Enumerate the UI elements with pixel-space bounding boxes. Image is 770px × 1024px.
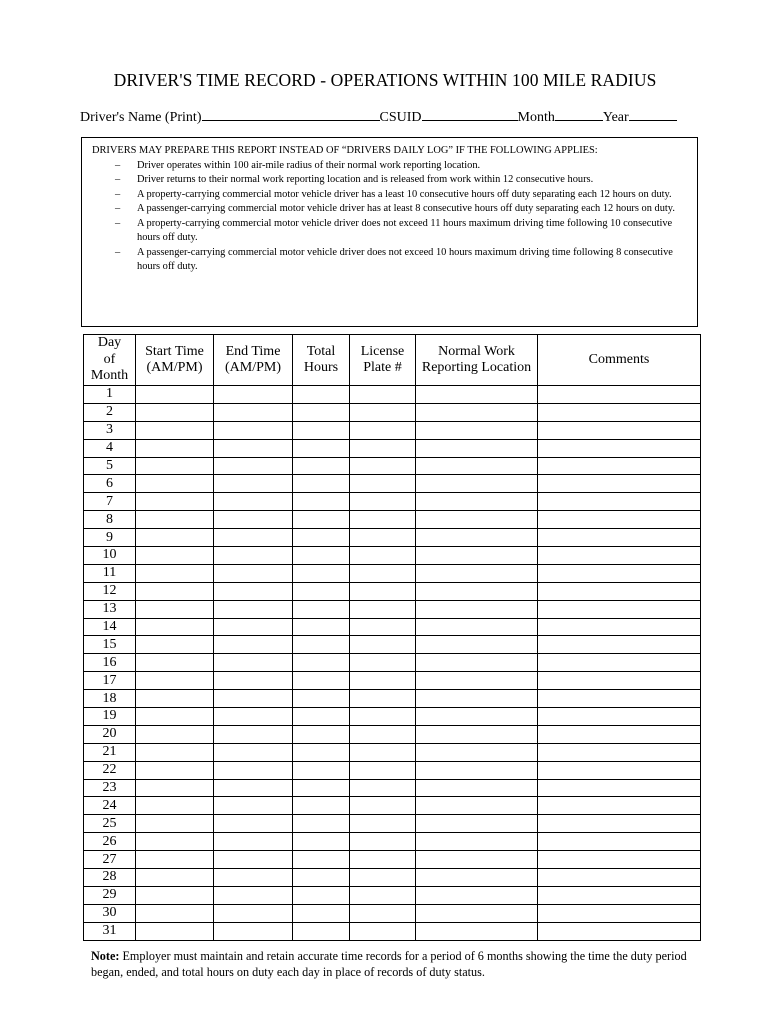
day-number-cell: 5: [84, 457, 136, 475]
start-time-cell[interactable]: [136, 421, 214, 439]
reporting-location-cell[interactable]: [416, 851, 538, 869]
comments-cell[interactable]: [538, 886, 701, 904]
table-row: [84, 600, 701, 618]
start-time-cell[interactable]: [136, 636, 214, 654]
license-plate-cell[interactable]: [350, 457, 416, 475]
table-row: [84, 833, 701, 851]
day-number-cell: 11: [84, 564, 136, 582]
day-number-cell: 31: [84, 922, 136, 940]
comments-cell[interactable]: [538, 761, 701, 779]
end-time-cell[interactable]: [214, 779, 293, 797]
license-plate-cell[interactable]: [350, 779, 416, 797]
end-time-cell[interactable]: [214, 797, 293, 815]
table-row: [84, 564, 701, 582]
day-number-cell: 14: [84, 618, 136, 636]
table-row: [84, 457, 701, 475]
day-number-cell: 25: [84, 815, 136, 833]
end-time-cell[interactable]: [214, 529, 293, 547]
comments-cell[interactable]: [538, 475, 701, 493]
start-time-cell[interactable]: [136, 475, 214, 493]
reporting-location-cell[interactable]: [416, 403, 538, 421]
day-number-cell: 16: [84, 654, 136, 672]
total-hours-cell[interactable]: [293, 511, 350, 529]
start-time-cell[interactable]: [136, 654, 214, 672]
table-row: [84, 511, 701, 529]
notice-item-text: A property-carrying commercial motor vehicle driver has a least 10 consecutive hours off duty separating each 12 hours on duty.: [137, 188, 672, 200]
comments-cell[interactable]: [538, 457, 701, 475]
table-row: [84, 779, 701, 797]
start-time-cell[interactable]: [136, 403, 214, 421]
start-time-cell[interactable]: [136, 761, 214, 779]
license-plate-cell[interactable]: [350, 475, 416, 493]
total-hours-cell[interactable]: [293, 618, 350, 636]
license-plate-cell[interactable]: [350, 851, 416, 869]
reporting-location-cell[interactable]: [416, 529, 538, 547]
dash-bullet: –: [115, 203, 121, 214]
comments-cell[interactable]: [538, 493, 701, 511]
table-row: [84, 439, 701, 457]
license-plate-cell[interactable]: [350, 564, 416, 582]
day-number-cell: 7: [84, 493, 136, 511]
day-number-cell: 19: [84, 708, 136, 726]
comments-cell[interactable]: [538, 851, 701, 869]
license-plate-cell[interactable]: [350, 797, 416, 815]
reporting-location-cell[interactable]: [416, 725, 538, 743]
notice-item-text: Driver returns to their normal work reporting location and is released from work within 12 consecutive hours.: [137, 174, 594, 185]
start-time-cell[interactable]: [136, 725, 214, 743]
start-time-header: Start Time (AM/PM): [136, 335, 214, 386]
table-row: [84, 743, 701, 761]
total-hours-cell[interactable]: [293, 690, 350, 708]
reporting-location-cell[interactable]: [416, 636, 538, 654]
total-hours-cell[interactable]: [293, 403, 350, 421]
table-row: [84, 547, 701, 565]
license-plate-cell[interactable]: [350, 743, 416, 761]
end-time-cell[interactable]: [214, 851, 293, 869]
reporting-location-cell[interactable]: [416, 815, 538, 833]
end-time-cell[interactable]: [214, 654, 293, 672]
license-plate-cell[interactable]: [350, 529, 416, 547]
table-row: [84, 582, 701, 600]
reporting-location-cell[interactable]: [416, 582, 538, 600]
comments-cell[interactable]: [538, 654, 701, 672]
end-time-cell[interactable]: [214, 564, 293, 582]
total-hours-cell[interactable]: [293, 851, 350, 869]
comments-cell[interactable]: [538, 511, 701, 529]
table-row: [84, 761, 701, 779]
reporting-location-cell[interactable]: [416, 421, 538, 439]
csuid-field[interactable]: [422, 108, 518, 121]
start-time-cell[interactable]: [136, 869, 214, 887]
start-time-cell[interactable]: [136, 386, 214, 404]
comments-cell[interactable]: [538, 797, 701, 815]
start-time-cell[interactable]: [136, 600, 214, 618]
day-number-cell: 1: [84, 386, 136, 404]
table-row: [84, 922, 701, 940]
day-number-cell: 13: [84, 600, 136, 618]
day-number-cell: 4: [84, 439, 136, 457]
total-hours-cell[interactable]: [293, 493, 350, 511]
reporting-location-cell[interactable]: [416, 564, 538, 582]
comments-cell[interactable]: [538, 922, 701, 940]
day-number-cell: 28: [84, 869, 136, 887]
license-plate-header: License Plate #: [350, 335, 416, 386]
comments-cell[interactable]: [538, 547, 701, 565]
end-time-cell[interactable]: [214, 690, 293, 708]
day-number-cell: 2: [84, 403, 136, 421]
eligibility-notice-box: [81, 137, 698, 327]
note-text: Employer must maintain and retain accurate time records for a period of 6 months showing the time the duty period began, ended, and total hours on duty each day in place of records of duty status.: [91, 949, 687, 979]
end-time-cell[interactable]: [214, 547, 293, 565]
end-time-cell[interactable]: [214, 743, 293, 761]
start-time-cell[interactable]: [136, 457, 214, 475]
notice-list: [92, 159, 687, 275]
total-hours-cell[interactable]: [293, 421, 350, 439]
end-time-cell[interactable]: [214, 618, 293, 636]
reporting-location-cell[interactable]: [416, 779, 538, 797]
comments-cell[interactable]: [538, 618, 701, 636]
end-time-cell[interactable]: [214, 493, 293, 511]
table-row: [84, 797, 701, 815]
total-hours-cell[interactable]: [293, 564, 350, 582]
start-time-cell[interactable]: [136, 511, 214, 529]
end-time-cell[interactable]: [214, 600, 293, 618]
driver-name-label: Driver's Name (Print): [80, 110, 202, 125]
start-time-cell[interactable]: [136, 564, 214, 582]
start-time-cell[interactable]: [136, 886, 214, 904]
total-hours-cell[interactable]: [293, 815, 350, 833]
notice-item: [92, 173, 687, 188]
table-row: [84, 869, 701, 887]
comments-cell[interactable]: [538, 708, 701, 726]
license-plate-cell[interactable]: [350, 869, 416, 887]
end-time-cell[interactable]: [214, 475, 293, 493]
notice-item: [92, 159, 687, 174]
reporting-location-cell[interactable]: [416, 922, 538, 940]
day-number-cell: 8: [84, 511, 136, 529]
total-hours-cell[interactable]: [293, 725, 350, 743]
comments-header: Comments: [538, 335, 701, 386]
total-hours-header: Total Hours: [293, 335, 350, 386]
day-number-cell: 26: [84, 833, 136, 851]
comments-cell[interactable]: [538, 600, 701, 618]
comments-cell[interactable]: [538, 582, 701, 600]
total-hours-cell[interactable]: [293, 457, 350, 475]
total-hours-cell[interactable]: [293, 672, 350, 690]
start-time-cell[interactable]: [136, 815, 214, 833]
day-number-cell: 18: [84, 690, 136, 708]
dash-bullet: –: [115, 188, 121, 200]
start-time-cell[interactable]: [136, 904, 214, 922]
comments-cell[interactable]: [538, 779, 701, 797]
comments-cell[interactable]: [538, 690, 701, 708]
total-hours-cell[interactable]: [293, 922, 350, 940]
day-number-cell: 27: [84, 851, 136, 869]
start-time-cell[interactable]: [136, 618, 214, 636]
note-label: Note:: [91, 949, 120, 963]
license-plate-cell[interactable]: [350, 886, 416, 904]
driver-info-line: [80, 108, 677, 126]
comments-cell[interactable]: [538, 833, 701, 851]
year-field[interactable]: [629, 108, 677, 121]
comments-cell[interactable]: [538, 439, 701, 457]
day-of-month-header: Day of Month: [84, 335, 136, 386]
start-time-cell[interactable]: [136, 493, 214, 511]
day-number-cell: 17: [84, 672, 136, 690]
total-hours-cell[interactable]: [293, 779, 350, 797]
table-row: [84, 636, 701, 654]
day-number-cell: 10: [84, 547, 136, 565]
table-header-row: [84, 335, 701, 386]
table-row: [84, 618, 701, 636]
end-time-cell[interactable]: [214, 386, 293, 404]
table-row: [84, 475, 701, 493]
reporting-location-cell[interactable]: [416, 600, 538, 618]
end-time-cell[interactable]: [214, 636, 293, 654]
start-time-cell[interactable]: [136, 797, 214, 815]
end-time-cell[interactable]: [214, 403, 293, 421]
day-number-cell: 29: [84, 886, 136, 904]
total-hours-cell[interactable]: [293, 636, 350, 654]
table-row: [84, 386, 701, 404]
table-row: [84, 690, 701, 708]
license-plate-cell[interactable]: [350, 403, 416, 421]
notice-item: [92, 217, 687, 246]
dash-bullet: –: [115, 217, 121, 229]
notice-item: [92, 246, 687, 275]
form-title: DRIVER'S TIME RECORD - OPERATIONS WITHIN 100 MILE RADIUS: [113, 70, 657, 90]
comments-cell[interactable]: [538, 743, 701, 761]
table-row: [84, 904, 701, 922]
end-time-cell[interactable]: [214, 761, 293, 779]
table-row: [84, 421, 701, 439]
total-hours-cell[interactable]: [293, 654, 350, 672]
total-hours-cell[interactable]: [293, 904, 350, 922]
total-hours-cell[interactable]: [293, 439, 350, 457]
table-row: [84, 403, 701, 421]
end-time-cell[interactable]: [214, 833, 293, 851]
end-time-cell[interactable]: [214, 511, 293, 529]
day-number-cell: 21: [84, 743, 136, 761]
comments-cell[interactable]: [538, 386, 701, 404]
reporting-location-cell[interactable]: [416, 690, 538, 708]
comments-cell[interactable]: [538, 403, 701, 421]
reporting-location-cell[interactable]: [416, 743, 538, 761]
comments-cell[interactable]: [538, 636, 701, 654]
notice-item-text: A passenger-carrying commercial motor vehicle driver has at least 8 consecutive hours off duty separating each 12 hours on duty.: [137, 203, 675, 214]
day-number-cell: 22: [84, 761, 136, 779]
start-time-cell[interactable]: [136, 833, 214, 851]
dash-bullet: –: [115, 246, 121, 258]
license-plate-cell[interactable]: [350, 725, 416, 743]
notice-item-text: A passenger-carrying commercial motor vehicle driver does not exceed 10 hours maximum driving time following 8 consecutive hours off duty.: [137, 246, 673, 272]
month-label: Month: [517, 110, 555, 125]
reporting-location-cell[interactable]: [416, 708, 538, 726]
license-plate-cell[interactable]: [350, 904, 416, 922]
table-row: [84, 654, 701, 672]
reporting-location-cell[interactable]: [416, 475, 538, 493]
license-plate-cell[interactable]: [350, 439, 416, 457]
license-plate-cell[interactable]: [350, 672, 416, 690]
month-field[interactable]: [555, 108, 603, 121]
total-hours-cell[interactable]: [293, 708, 350, 726]
notice-item-text: Driver operates within 100 air-mile radius of their normal work reporting location.: [137, 159, 481, 171]
total-hours-cell[interactable]: [293, 386, 350, 404]
table-row: [84, 886, 701, 904]
day-number-cell: 23: [84, 779, 136, 797]
comments-cell[interactable]: [538, 815, 701, 833]
start-time-cell[interactable]: [136, 851, 214, 869]
license-plate-cell[interactable]: [350, 654, 416, 672]
end-time-cell[interactable]: [214, 886, 293, 904]
total-hours-cell[interactable]: [293, 886, 350, 904]
reporting-location-cell[interactable]: [416, 511, 538, 529]
reporting-location-cell[interactable]: [416, 457, 538, 475]
license-plate-cell[interactable]: [350, 618, 416, 636]
reporting-location-cell[interactable]: [416, 618, 538, 636]
day-number-cell: 12: [84, 582, 136, 600]
table-row: [84, 725, 701, 743]
start-time-cell[interactable]: [136, 672, 214, 690]
license-plate-cell[interactable]: [350, 386, 416, 404]
table-row: [84, 493, 701, 511]
table-row: [84, 529, 701, 547]
reporting-location-cell[interactable]: [416, 493, 538, 511]
license-plate-cell[interactable]: [350, 922, 416, 940]
license-plate-cell[interactable]: [350, 708, 416, 726]
table-body: [84, 386, 701, 941]
comments-cell[interactable]: [538, 564, 701, 582]
day-number-cell: 30: [84, 904, 136, 922]
total-hours-cell[interactable]: [293, 833, 350, 851]
license-plate-cell[interactable]: [350, 547, 416, 565]
total-hours-cell[interactable]: [293, 600, 350, 618]
total-hours-cell[interactable]: [293, 529, 350, 547]
license-plate-cell[interactable]: [350, 690, 416, 708]
dash-bullet: –: [115, 159, 121, 171]
total-hours-cell[interactable]: [293, 761, 350, 779]
start-time-cell[interactable]: [136, 922, 214, 940]
reporting-location-cell[interactable]: [416, 797, 538, 815]
reporting-location-cell[interactable]: [416, 904, 538, 922]
license-plate-cell[interactable]: [350, 421, 416, 439]
csuid-label: CSUID: [379, 110, 422, 125]
year-label: Year: [602, 110, 629, 125]
comments-cell[interactable]: [538, 529, 701, 547]
start-time-cell[interactable]: [136, 743, 214, 761]
end-time-cell[interactable]: [214, 869, 293, 887]
dash-bullet: –: [115, 174, 121, 185]
notice-item-text: A property-carrying commercial motor vehicle driver does not exceed 11 hours maximum driving time following 10 consecutive hours off duty.: [137, 217, 673, 243]
reporting-location-cell[interactable]: [416, 439, 538, 457]
reporting-location-cell[interactable]: [416, 833, 538, 851]
start-time-cell[interactable]: [136, 779, 214, 797]
license-plate-cell[interactable]: [350, 600, 416, 618]
end-time-cell[interactable]: [214, 421, 293, 439]
end-time-cell[interactable]: [214, 922, 293, 940]
start-time-cell[interactable]: [136, 529, 214, 547]
reporting-location-header: Normal Work Reporting Location: [416, 335, 538, 386]
total-hours-cell[interactable]: [293, 475, 350, 493]
start-time-cell[interactable]: [136, 547, 214, 565]
comments-cell[interactable]: [538, 725, 701, 743]
end-time-cell[interactable]: [214, 439, 293, 457]
license-plate-cell[interactable]: [350, 761, 416, 779]
day-number-cell: 15: [84, 636, 136, 654]
reporting-location-cell[interactable]: [416, 886, 538, 904]
end-time-cell[interactable]: [214, 457, 293, 475]
license-plate-cell[interactable]: [350, 582, 416, 600]
end-time-cell[interactable]: [214, 815, 293, 833]
reporting-location-cell[interactable]: [416, 672, 538, 690]
footer-note: [91, 949, 691, 980]
comments-cell[interactable]: [538, 421, 701, 439]
comments-cell[interactable]: [538, 672, 701, 690]
license-plate-cell[interactable]: [350, 511, 416, 529]
reporting-location-cell[interactable]: [416, 761, 538, 779]
start-time-cell[interactable]: [136, 582, 214, 600]
day-number-cell: 3: [84, 421, 136, 439]
notice-lead: DRIVERS MAY PREPARE THIS REPORT INSTEAD OF “DRIVERS DAILY LOG” IF THE FOLLOWING APPLIES:: [92, 145, 598, 156]
end-time-cell[interactable]: [214, 904, 293, 922]
total-hours-cell[interactable]: [293, 547, 350, 565]
notice-item: [92, 202, 687, 217]
comments-cell[interactable]: [538, 904, 701, 922]
notice-item: [92, 188, 687, 203]
start-time-cell[interactable]: [136, 708, 214, 726]
license-plate-cell[interactable]: [350, 833, 416, 851]
end-time-cell[interactable]: [214, 725, 293, 743]
day-number-cell: 6: [84, 475, 136, 493]
license-plate-cell[interactable]: [350, 636, 416, 654]
total-hours-cell[interactable]: [293, 869, 350, 887]
driver-name-field[interactable]: [202, 108, 380, 121]
reporting-location-cell[interactable]: [416, 386, 538, 404]
reporting-location-cell[interactable]: [416, 547, 538, 565]
day-number-cell: 9: [84, 529, 136, 547]
day-number-cell: 24: [84, 797, 136, 815]
table-row: [84, 851, 701, 869]
table-row: [84, 708, 701, 726]
end-time-cell[interactable]: [214, 672, 293, 690]
end-time-cell[interactable]: [214, 582, 293, 600]
time-record-table: [83, 334, 701, 941]
total-hours-cell[interactable]: [293, 743, 350, 761]
comments-cell[interactable]: [538, 869, 701, 887]
reporting-location-cell[interactable]: [416, 869, 538, 887]
end-time-cell[interactable]: [214, 708, 293, 726]
total-hours-cell[interactable]: [293, 797, 350, 815]
license-plate-cell[interactable]: [350, 493, 416, 511]
end-time-header: End Time (AM/PM): [214, 335, 293, 386]
table-row: [84, 815, 701, 833]
reporting-location-cell[interactable]: [416, 654, 538, 672]
license-plate-cell[interactable]: [350, 815, 416, 833]
start-time-cell[interactable]: [136, 439, 214, 457]
table-row: [84, 672, 701, 690]
day-number-cell: 20: [84, 725, 136, 743]
total-hours-cell[interactable]: [293, 582, 350, 600]
start-time-cell[interactable]: [136, 690, 214, 708]
